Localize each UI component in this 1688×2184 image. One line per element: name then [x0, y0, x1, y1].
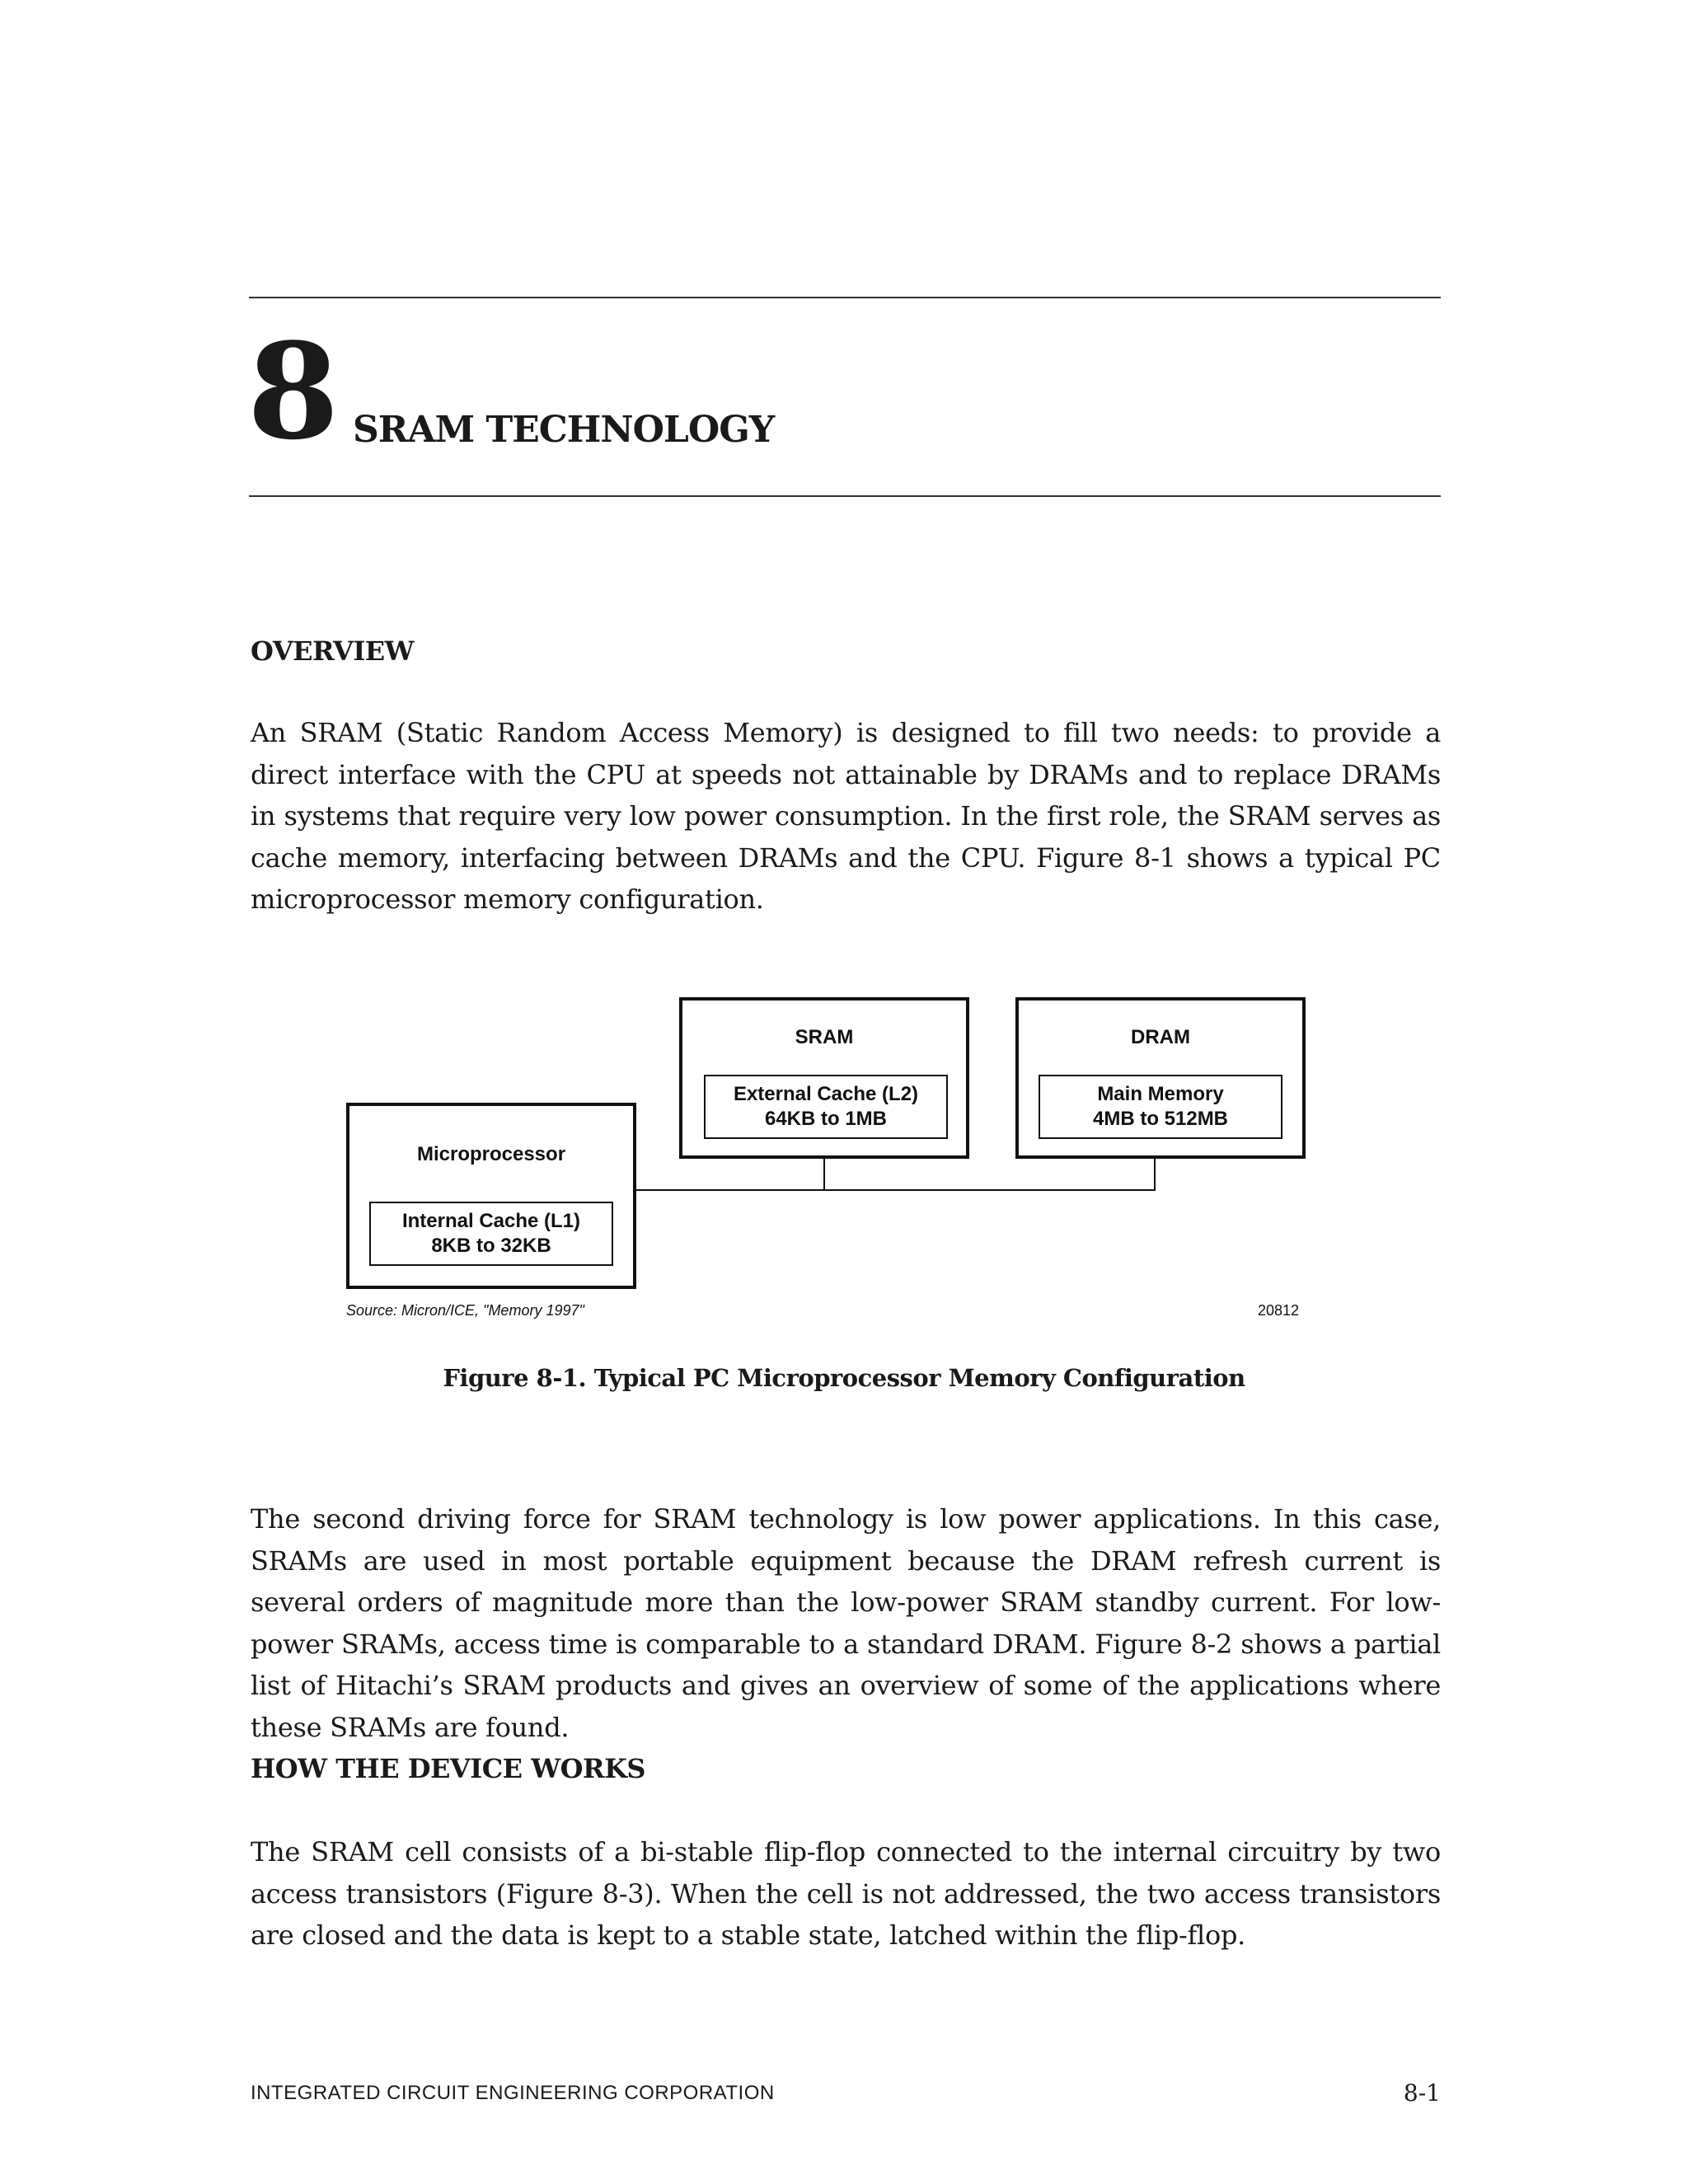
internal-cache-box: [369, 1202, 613, 1266]
chapter-title: SRAM TECHNOLOGY: [353, 409, 775, 451]
external-cache-box: [704, 1075, 948, 1139]
figure-caption: Figure 8-1. Typical PC Microprocessor Memory Configuration: [443, 1364, 1245, 1392]
sram-connector: [823, 1159, 825, 1191]
internal-cache-size: 8KB to 32KB: [431, 1235, 551, 1257]
overview-heading: OVERVIEW: [251, 635, 415, 667]
chapter-rule-bottom: [249, 495, 1441, 497]
how-device-works-heading: HOW THE DEVICE WORKS: [251, 1753, 646, 1784]
main-memory-size: 4MB to 512MB: [1092, 1108, 1229, 1130]
low-power-paragraph: The second driving force for SRAM technology is low power applications. In this case, SRAMs are used in most portable equipment because the DRAM refresh current is several orders of magnitude more than the low-power SRAM standby current. For low-power SRAMs, access time is comparable to a standard DRAM. Figure 8-2 shows a partial list of Hitachi’s SRAM products and gives an overview of some of the applications where these SRAMs are found.: [251, 1503, 1441, 1743]
dram-label: DRAM: [1131, 1026, 1190, 1048]
bus-line: [636, 1189, 1156, 1191]
microprocessor-label: Microprocessor: [416, 1143, 566, 1165]
dram-connector: [1154, 1159, 1156, 1191]
overview-paragraph: An SRAM (Static Random Access Memory) is designed to fill two needs: to provide a direct interface with the CPU at speeds not attainable by DRAMs and to replace DRAMs in systems that require very low power consumption. In the first role, the SRAM serves as cache memory, interfacing between DRAMs and the CPU. Figure 8-1 shows a typical PC microprocessor memory configuration.: [251, 717, 1441, 915]
external-cache-name: External Cache (L2): [733, 1083, 919, 1105]
microprocessor-box: [346, 1103, 636, 1289]
main-memory-name: Main Memory: [1097, 1083, 1224, 1105]
external-cache-size: 64KB to 1MB: [764, 1108, 888, 1130]
dram-box: [1015, 997, 1306, 1159]
figure-source: Source: Micron/ICE, "Memory 1997": [346, 1302, 584, 1319]
internal-cache-name: Internal Cache (L1): [401, 1210, 581, 1232]
chapter-rule-top: [249, 297, 1441, 298]
sram-label: SRAM: [795, 1026, 854, 1048]
chapter-number: 8: [247, 314, 336, 469]
page-number: 8-1: [1403, 2079, 1441, 2107]
main-memory-box: [1039, 1075, 1282, 1139]
figure-id: 20812: [1258, 1302, 1300, 1319]
footer-company: INTEGRATED CIRCUIT ENGINEERING CORPORATION: [251, 2082, 775, 2104]
sram-box: [679, 997, 969, 1159]
how-device-works-paragraph: The SRAM cell consists of a bi-stable flip-flop connected to the internal circuitry by two access transistors (Figure 8-3). When the cell is not addressed, the two access transistors are closed and the data is kept to a stable state, latched within the flip-flop.: [251, 1836, 1441, 1951]
